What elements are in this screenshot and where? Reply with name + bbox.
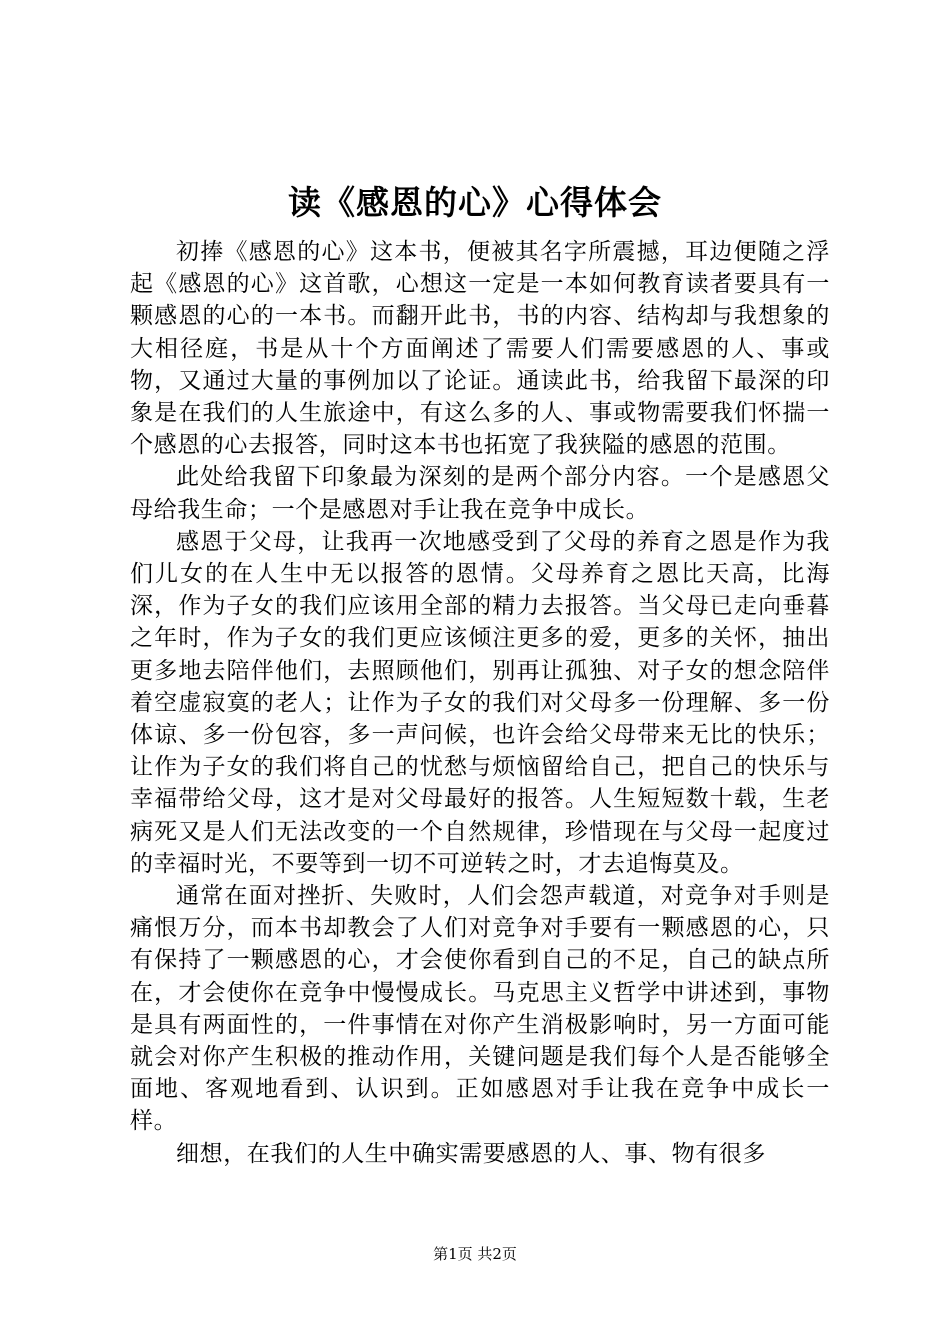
paragraph: 通常在面对挫折、失败时，人们会怨声载道，对竞争对手则是痛恨万分，而本书却教会了人们对竞争对手要有一颗感恩的心，只有保持了一颗感恩的心，才会使你看到自己的不足，自己的缺点所在，才会使你在竞争中慢慢成长。马克思主义哲学中讲述到，事物是具有两面性的，一件事情在对你产生消极影响时，另一方面可能就会对你产生积极的推动作用，关键问题是我们每个人是否能够全面地、客观地看到、认识到。正如感恩对手让我在竞争中成长一样。 <box>130 883 830 1135</box>
paragraph: 细想，在我们的人生中确实需要感恩的人、事、物有很多 <box>176 1140 766 1167</box>
paragraph: 初捧《感恩的心》这本书，便被其名字所震撼，耳边便随之浮起《感恩的心》这首歌，心想这一定是一本如何教育读者要具有一颗感恩的心的一本书。而翻开此书，书的内容、结构却与我想象的大相径庭，书是从十个方面阐述了需要人们需要感恩的人、事或物，又通过大量的事例加以了论证。通读此书，给我留下最深的印象是在我们的人生旅途中，有这么多的人、事或物需要我们怀揣一个感恩的心去报答，同时这本书也拓宽了我狭隘的感恩的范围。 <box>130 239 830 459</box>
document-body <box>130 236 830 1170</box>
paragraph: 感恩于父母，让我再一次地感受到了父母的养育之恩是作为我们儿女的在人生中无以报答的恩情。父母养育之恩比天高，比海深，作为子女的我们应该用全部的精力去报答。当父母已走向垂暮之年时，作为子女的我们更应该倾注更多的爱，更多的关怀，抽出更多地去陪伴他们，去照顾他们，别再让孤独、对子女的想念陪伴着空虚寂寞的老人；让作为子女的我们对父母多一份理解、多一份体谅、多一份包容，多一声问候，也许会给父母带来无比的快乐；让作为子女的我们将自己的忧愁与烦恼留给自己，把自己的快乐与幸福带给父母，这才是对父母最好的报答。人生短短数十载，生老病死又是人们无法改变的一个自然规律，珍惜现在与父母一起度过的幸福时光，不要等到一切不可逆转之时，才去追悔莫及。 <box>130 528 830 877</box>
document-title: 读《感恩的心》心得体会 <box>288 183 662 222</box>
paragraph: 此处给我留下印象最为深刻的是两个部分内容。一个是感恩父母给我生命；一个是感恩对手让我在竞争中成长。 <box>130 464 830 523</box>
page-footer: 第1页 共2页 <box>433 1245 517 1263</box>
